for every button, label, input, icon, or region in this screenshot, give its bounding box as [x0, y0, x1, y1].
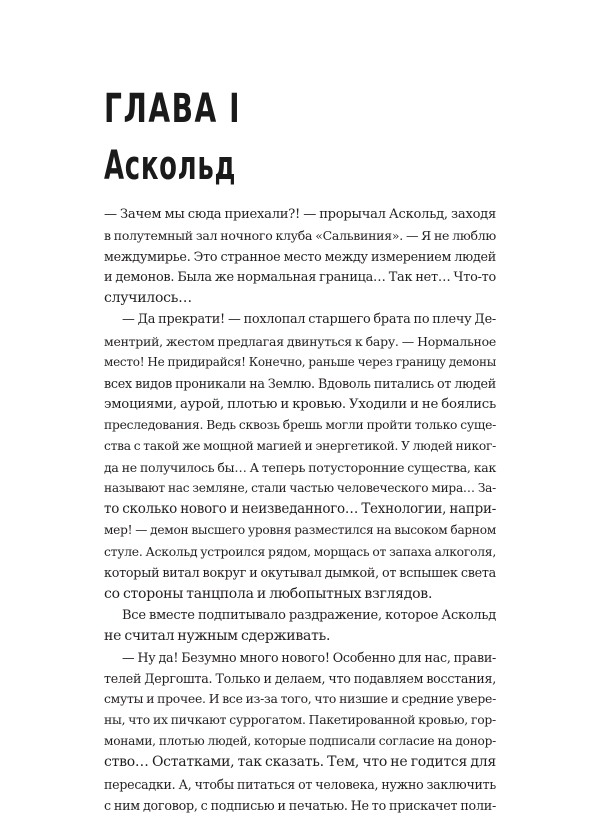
chapter-heading — [104, 83, 288, 191]
chapter-number: ГЛАВА I — [104, 86, 242, 132]
text-line: и демонов. Была же нормальная граница… Так нет… Что-то — [104, 270, 496, 286]
text-line: ны, что их пичкают суррогатом. Пакетированной кровью, гор- — [104, 713, 496, 728]
text-line: — Ну да! Безумно много нового! Особенно для нас, прави- — [122, 649, 496, 665]
text-line: эмоциями, аурой, плотью и кровью. Уходили и не боялись — [104, 396, 496, 412]
text-line: место! Не придирайся! Конечно, раньше через границу демоны — [104, 354, 496, 369]
text-line: междумирье. Это странное место между измерением людей — [104, 249, 496, 265]
text-line: да не получилось бы… А теперь потусторонние существа, как — [104, 460, 496, 476]
text-line: со стороны танцпола и любопытных взглядов. — [104, 585, 433, 602]
text-line: — Зачем мы сюда приехали?! — прорычал Аскольд, заходя — [104, 207, 496, 222]
text-line: мер! — демон высшего уровня разместился на высоком барном — [104, 523, 496, 538]
text-line: всех видов проникали на Землю. Вдоволь питались от людей — [104, 375, 496, 391]
text-line: называют нас земляне, стали частью человеческого мира… За- — [104, 481, 496, 496]
text-line: преследования. Ведь сквозь брешь могли пройти только суще- — [104, 417, 496, 432]
body-text — [104, 204, 496, 816]
text-line: монами, плотью людей, которые подписали согласие на донор- — [104, 734, 496, 749]
text-line: ментрий, жестом предлагая двинуться к бару. — Нормальное — [104, 333, 496, 349]
text-line: телей Дергошта. Только и делаем, что подавляем восстания, — [104, 671, 496, 687]
text-line: ство… Остатками, так сказать. Тем, что не годится для — [104, 754, 496, 771]
text-line: то сколько нового и неизведанного… Технологии, напри- — [104, 501, 496, 518]
text-line: ства с такой же мощной магией и энергетикой. У людей никог- — [104, 439, 496, 454]
text-line: с ним договор, с подписью и печатью. Не то прискачет поли- — [104, 797, 496, 813]
text-line: пересадки. А, чтобы питаться от человека, нужно заключить — [104, 776, 496, 792]
text-line: смуты и прочее. И все из-за того, что низшие и средние увере- — [104, 692, 496, 707]
text-line: стуле. Аскольд устроился рядом, морщась от запаха алкоголя, — [104, 544, 496, 559]
chapter-title: Аскольд — [104, 143, 237, 189]
text-line: — Да прекрати! — похлопал старшего брата по плечу Де- — [122, 312, 496, 328]
text-line: Все вместе подпитывало раздражение, которое Аскольд — [122, 607, 496, 623]
text-line: который витал вокруг и окутывал дымкой, от вспышек света — [104, 565, 496, 581]
text-line: случилось… — [104, 290, 192, 307]
text-line: в полутемный зал ночного клуба «Сальвиния». — Я не люблю — [104, 228, 496, 244]
text-line: не считал нужным сдерживать. — [104, 627, 331, 644]
